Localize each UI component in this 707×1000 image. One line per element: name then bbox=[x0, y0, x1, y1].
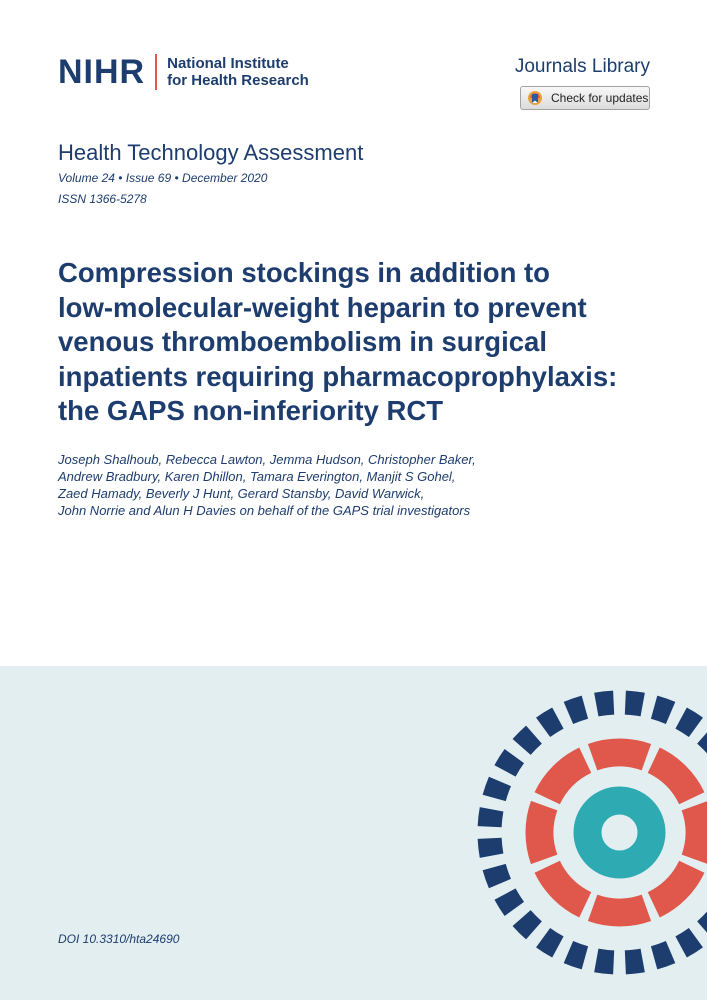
author-line: Joseph Shalhoub, Rebecca Lawton, Jemma Hudson, Christopher Baker, bbox=[58, 452, 476, 467]
author-line: Andrew Bradbury, Karen Dhillon, Tamara Everington, Manjit S Gohel, bbox=[58, 469, 456, 484]
outer-dash bbox=[478, 807, 504, 827]
middle-segment bbox=[535, 861, 592, 918]
outer-dash bbox=[513, 726, 542, 755]
check-for-updates-button[interactable] bbox=[520, 86, 650, 110]
journal-series: Health Technology Assessment bbox=[58, 140, 364, 165]
outer-dash bbox=[594, 949, 614, 975]
middle-segment bbox=[535, 748, 592, 805]
issn: ISSN 1366-5278 bbox=[58, 192, 147, 206]
outer-dash bbox=[625, 949, 645, 975]
middle-segment bbox=[526, 801, 558, 864]
title-line: inpatients requiring pharmacoprophylaxis: bbox=[58, 360, 618, 392]
logo-mark: NIHR bbox=[58, 53, 146, 91]
outer-dash bbox=[651, 696, 675, 724]
journals-library-label: Journals Library bbox=[514, 56, 650, 77]
middle-segment bbox=[648, 861, 705, 918]
check-for-updates-label: Check for updates bbox=[551, 91, 649, 105]
outer-dash bbox=[478, 838, 504, 858]
title-line: the GAPS non-inferiority RCT bbox=[58, 395, 443, 426]
concentric-rings-graphic bbox=[477, 690, 707, 975]
outer-dash bbox=[513, 910, 542, 939]
outer-dash bbox=[494, 749, 524, 777]
outer-dash bbox=[483, 864, 511, 888]
outer-dash bbox=[494, 888, 524, 916]
doi: DOI 10.3310/hta24690 bbox=[58, 932, 180, 946]
author-line: John Norrie and Alun H Davies on behalf of the GAPS trial investigators bbox=[58, 503, 471, 518]
volume-issue-date: Volume 24 • Issue 69 • December 2020 bbox=[58, 171, 268, 185]
outer-dash bbox=[536, 928, 564, 958]
middle-segment bbox=[588, 895, 651, 927]
middle-segment bbox=[588, 739, 651, 771]
middle-segment bbox=[682, 801, 707, 864]
logo-text bbox=[167, 55, 309, 89]
logo-line-1: National Institute bbox=[167, 55, 289, 72]
outer-dash bbox=[564, 696, 588, 724]
title-line: Compression stockings in addition to bbox=[58, 257, 550, 288]
middle-segment bbox=[648, 748, 705, 805]
logo-divider bbox=[155, 54, 157, 90]
outer-dash bbox=[483, 777, 511, 801]
outer-dash bbox=[625, 691, 645, 717]
outer-dash bbox=[675, 928, 703, 958]
outer-dash bbox=[697, 910, 707, 939]
nihr-logo bbox=[58, 52, 309, 92]
outer-dash bbox=[564, 941, 588, 969]
author-line: Zaed Hamady, Beverly J Hunt, Gerard Stansby, David Warwick, bbox=[58, 486, 425, 501]
title-line: venous thromboembolism in surgical bbox=[58, 326, 547, 357]
article-title bbox=[58, 256, 658, 429]
outer-dash bbox=[651, 941, 675, 969]
crossmark-icon bbox=[527, 90, 543, 106]
inner-ring bbox=[588, 801, 652, 865]
outer-dash bbox=[536, 707, 564, 737]
outer-dash bbox=[594, 691, 614, 717]
logo-line-2: for Health Research bbox=[167, 72, 309, 89]
author-list bbox=[58, 451, 658, 519]
outer-dash bbox=[675, 707, 703, 737]
middle-segment-ring bbox=[526, 739, 707, 927]
title-line: low-molecular-weight heparin to prevent bbox=[58, 291, 587, 323]
outer-dash bbox=[697, 726, 707, 755]
